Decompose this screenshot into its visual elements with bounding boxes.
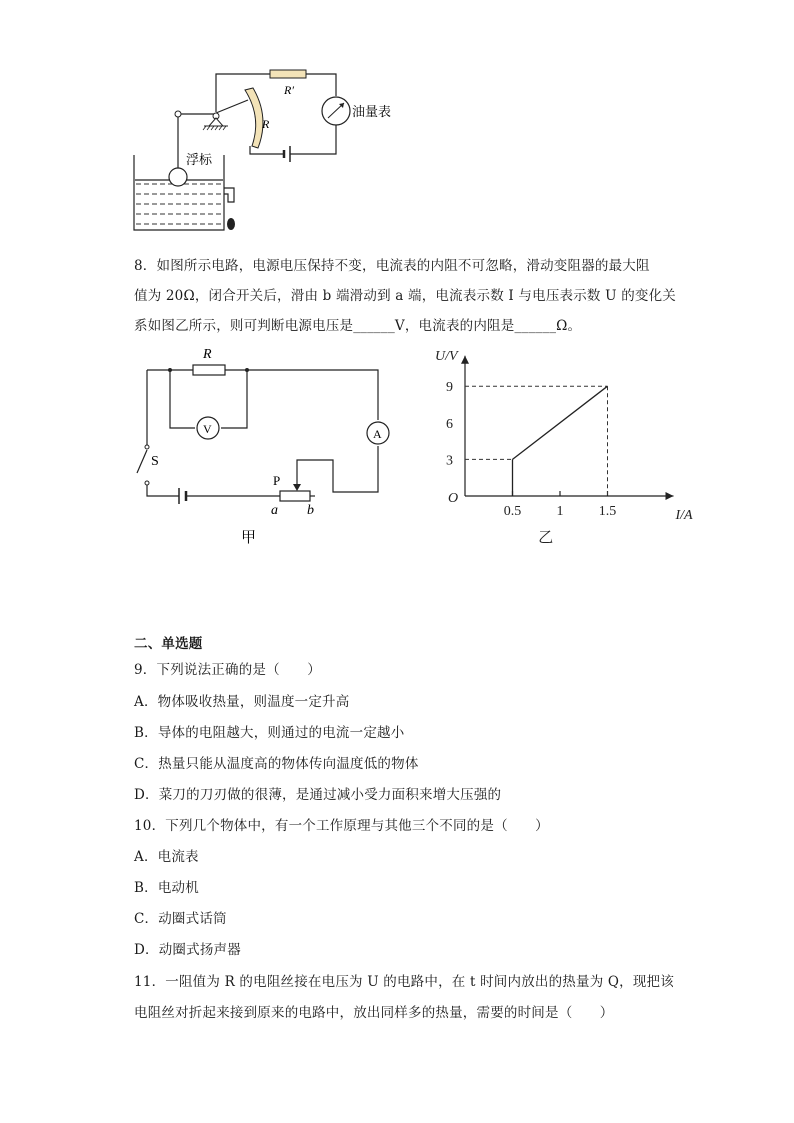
x-tick-label: 0.5 [503, 504, 522, 519]
switch-s [137, 450, 147, 473]
oil-gauge-figure [120, 60, 420, 240]
oil-meter-label: 油量表 [352, 105, 392, 120]
q10-option-c: C．动圈式话筒 [134, 911, 227, 927]
x-tick-label: 1 [556, 504, 564, 519]
q11-line1: 11．一阻值为 R 的电阻丝接在电压为 U 的电路中，在 t 时间内放出的热量为 Q，现把该 [134, 974, 674, 990]
jia-v-label: V [203, 422, 212, 436]
jia-a-end: a [271, 503, 278, 518]
yi-caption: 乙 [538, 530, 554, 546]
q10-option-b: B．电动机 [134, 880, 199, 896]
q9-stem: 9．下列说法正确的是（ ） [134, 662, 321, 678]
r-label: R [262, 117, 270, 131]
q10-stem: 10．下列几个物体中，有一个工作原理与其他三个不同的是（ ） [134, 818, 549, 834]
section2-heading: 二、单选题 [134, 636, 203, 652]
jia-s-label: S [151, 454, 159, 469]
float-ball [169, 168, 187, 186]
y-tick-label: 3 [446, 453, 453, 469]
resistor-r [193, 365, 225, 375]
x-axis-arrow [666, 492, 674, 500]
q9-option-a: A．物体吸收热量，则温度一定升高 [134, 694, 350, 710]
circuit-jia [125, 340, 395, 550]
y-tick-label: 6 [446, 416, 453, 432]
q9-option-d: D．菜刀的刀刃做的很薄，是通过减小受力面积来增大压强的 [134, 787, 502, 803]
q9-option-b: B．导体的电阻越大，则通过的电流一定越小 [134, 725, 405, 741]
q9-option-c: C．热量只能从温度高的物体传向温度低的物体 [134, 756, 419, 772]
jia-p-label: P [273, 473, 281, 488]
rheostat [280, 491, 310, 501]
jia-caption: 甲 [241, 528, 257, 546]
q10-option-a: A．电流表 [134, 849, 199, 865]
y-tick-label: 9 [446, 380, 453, 396]
q8-line1: 8．如图所示电路，电源电压保持不变，电流表的内阻不可忽略，滑动变阻器的最大阻 [134, 258, 650, 274]
q8-line2: 值为 20Ω，闭合开关后，滑由 b 端滑动到 a 端，电流表示数 I 与电压表示数 U 的变化关 [134, 288, 676, 304]
float-label: 浮标 [186, 153, 213, 168]
x-axis-label: I/A [675, 508, 693, 523]
y-axis-arrow [461, 356, 469, 364]
r-prime-label: R′ [284, 83, 294, 97]
series-line [513, 386, 608, 459]
q10-option-d: D．动圈式扬声器 [134, 942, 241, 958]
y-axis-label: U/V [435, 348, 458, 364]
origin-label: O [448, 491, 459, 506]
jia-r-label: R [203, 347, 212, 362]
q11-line2: 电阻丝对折起来接到原来的电路中，放出同样多的热量，需要的时间是（ ） [134, 1005, 614, 1021]
x-tick-label: 1.5 [598, 504, 617, 519]
q8-line3: 系如图乙所示，则可判断电源电压是______V，电流表的内阻是______Ω。 [134, 318, 582, 334]
jia-a-label: A [373, 427, 382, 441]
jia-b-end: b [307, 503, 314, 518]
graph-yi [420, 338, 693, 553]
